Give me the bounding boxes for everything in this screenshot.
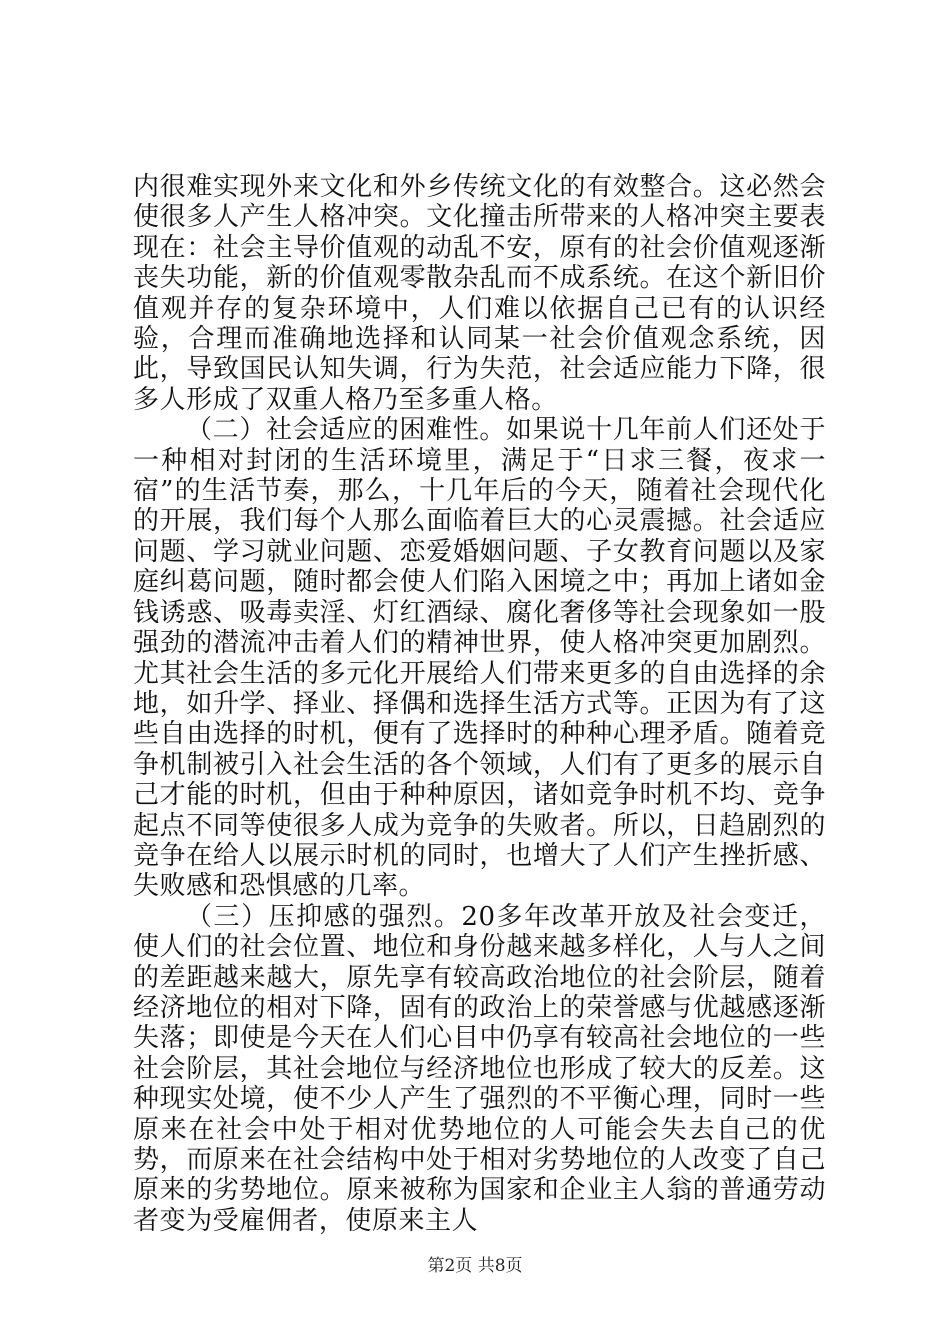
page-footer bbox=[0, 1256, 950, 1276]
page-number-label: 第2页 共8页 bbox=[427, 1256, 523, 1276]
paragraph-3: （三）压抑感的强烈。20多年改革开放及社会变迁，使人们的社会位置、地位和身份越来越多样化，人与人之间的差距越来越大，原先享有较高政治地位的社会阶层，随着经济地位的相对下降，固有的政治上的荣誉感与优越感逐渐失落；即使是今天在人们心目中仍享有较高社会地位的一些社会阶层，其社会地位与经济地位也形成了较大的反差。这种现实处境，使不少人产生了强烈的不平衡心理，同时一些原来在社会中处于相对优势地位的人可能会失去自己的优势，而原来在社会结构中处于相对劣势地位的人改变了自己原来的劣势地位。原来被称为国家和企业主人翁的普通劳动者变为受雇佣者，使原来主人 bbox=[133, 901, 826, 1236]
paragraph-2: （二）社会适应的困难性。如果说十几年前人们还处于一种相对封闭的生活环境里，满足于“日求三餐，夜求一宿”的生活节奏，那么，十几年后的今天，随着社会现代化的开展，我们每个人那么面临着巨大的心灵震撼。社会适应问题、学习就业问题、恋爱婚姻问题、子女教育问题以及家庭纠葛问题，随时都会使人们陷入困境之中；再加上诸如金钱诱惑、吸毒卖淫、灯红酒绿、腐化奢侈等社会现象如一股强劲的潜流冲击着人们的精神世界，使人格冲突更加剧烈。尤其社会生活的多元化开展给人们带来更多的自由选择的余地，如升学、择业、择偶和选择生活方式等。正因为有了这些自由选择的时机，便有了选择时的种种心理矛盾。随着竞争机制被引入社会生活的各个领域，人们有了更多的展示自己才能的时机，但由于种种原因，诸如竞争时机不均、竞争起点不同等使很多人成为竞争的失败者。所以，日趋剧烈的竞争在给人以展示时机的同时，也增大了人们产生挫折感、失败感和恐惧感的几率。 bbox=[133, 415, 826, 902]
document-body bbox=[133, 172, 826, 1236]
paragraph-1: 内很难实现外来文化和外乡传统文化的有效整合。这必然会使很多人产生人格冲突。文化撞击所带来的人格冲突主要表现在：社会主导价值观的动乱不安，原有的社会价值观逐渐丧失功能，新的价值观零散杂乱而不成系统。在这个新旧价值观并存的复杂环境中，人们难以依据自己已有的认识经验，合理而准确地选择和认同某一社会价值观念系统，因此，导致国民认知失调，行为失范，社会适应能力下降，很多人形成了双重人格乃至多重人格。 bbox=[133, 172, 826, 415]
